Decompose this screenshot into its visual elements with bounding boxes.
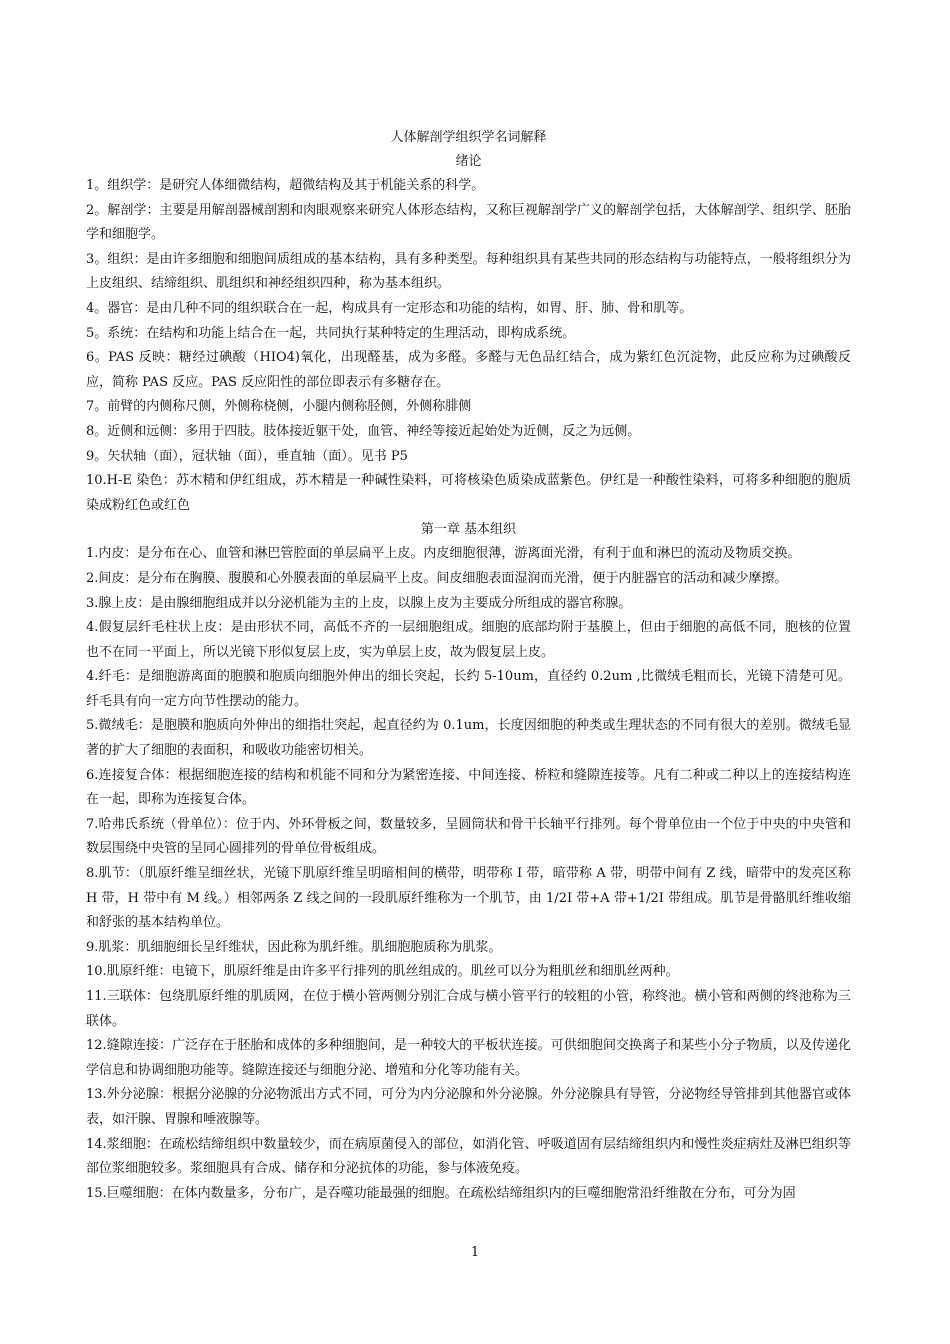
definition-entry: 8.肌节：（肌原纤维呈细丝状，光镜下肌原纤维呈明暗相间的横带，明带称 I 带，暗带称 A 带，明带中间有 Z 线，暗带中的发亮区称 H 带，H 带中有 M 线。）相邻两条 Z 线之间的一段肌原纤维称为一个肌节，由 1/2I 带+A 带+1/2I 带组成。肌节是骨骼肌纤维收缩和舒张的基本结构单位。	[86, 866, 851, 931]
definition-entry: 9.肌浆：肌细胞细长呈纤维状，因此称为肌纤维。肌细胞胞质称为肌浆。	[86, 939, 502, 955]
section-title: 绪论	[455, 154, 482, 169]
definition-entry: 4.假复层纤毛柱状上皮：是由形状不同，高低不齐的一层细胞组成。细胞的底部均附于基膜上，但由于细胞的高低不同，胞核的位置也不在同一平面上，所以光镜下形似复层上皮，实为单层上皮，故为假复层上皮。	[86, 620, 851, 660]
definition-entry: 7.哈弗氏系统（骨单位）：位于内、外环骨板之间，数量较多，呈圆筒状和骨干长轴平行排列。每个骨单位由一个位于中央的中央管和数层围绕中央管的呈同心圆排列的骨单位骨板组成。	[86, 816, 851, 857]
definition-entry: 6。PAS 反映：糖经过碘酸（HIO4)氧化，出现醛基，成为多醛。多醛与无色品红结合，成为紫红色沉淀物，此反应称为过碘酸反应，简称 PAS 反应。PAS 反应阳性的部位即表示有多糖存在。	[86, 350, 851, 390]
section-title: 第一章 基本组织	[420, 522, 517, 538]
definition-entry: 12.缝隙连接：广泛存在于胚胎和成体的多种细胞间，是一种较大的平板状连接。可供细胞间交换离子和某些小分子物质，以及传递化学信息和协调细胞功能等。缝隙连接还与细胞分泌、增殖和分化等功能有关。	[86, 1038, 851, 1078]
definition-entry: 10.肌原纤维：电镜下，肌原纤维是由许多平行排列的肌丝组成的。肌丝可以分为粗肌丝和细肌丝两种。	[86, 964, 679, 980]
definition-entry: 2。解剖学：主要是用解剖器械剖割和肉眼观察来研究人体形态结构，又称巨视解剖学广义的解剖学包括，大体解剖学、组织学、胚胎学和细胞学。	[86, 202, 851, 243]
definition-entry: 2.间皮：是分布在胸膜、腹膜和心外膜表面的单层扁平上皮。间皮细胞表面湿润而光滑，便于内脏器官的活动和减少摩擦。	[86, 570, 788, 586]
section-introduction	[86, 150, 851, 518]
definition-entry: 7。前臂的内侧称尺侧，外侧称桡侧，小腿内侧称胫侧，外侧称腓侧	[86, 399, 472, 415]
definition-entry: 10.H-E 染色：苏木精和伊红组成，苏木精是一种碱性染料，可将核染色质染成蓝紫色。伊红是一种酸性染料，可将多种细胞的胞质染成粉红色或红色	[86, 473, 851, 513]
section-basic-tissues	[86, 518, 851, 1206]
definition-entry: 5.微绒毛：是胞膜和胞质向外伸出的细指壮突起，起直径约为 0.1um，长度因细胞的种类或生理状态的不同有很大的差别。微绒毛显著的扩大了细胞的表面积，和吸收功能密切相关。	[86, 718, 851, 759]
definition-entry: 13.外分泌腺：根据分泌腺的分泌物派出方式不同，可分为内分泌腺和外分泌腺。外分泌腺具有导管，分泌物经导管排到其他器官或体表，如汗腺、胃腺和唾液腺等。	[86, 1087, 851, 1127]
definition-entry: 3。组织：是由许多细胞和细胞间质组成的基本结构，具有多种类型。每种组织具有某些共同的形态结构与功能特点，一般将组织分为上皮组织、结缔组织、肌组织和神经组织四种，称为基本组织。	[86, 251, 851, 292]
definition-entry: 8。近侧和远侧：多用于四肢。肢体接近躯干处，血管、神经等接近起始处为近侧，反之为远侧。	[86, 423, 641, 439]
definition-entry: 15.巨噬细胞：在体内数量多，分布广，是吞噬功能最强的细胞。在疏松结缔组织内的巨噬细胞常沿纤维散在分布，可分为固	[86, 1185, 796, 1201]
definition-entry: 4。器官：是由几种不同的组织联合在一起，构成具有一定形态和功能的结构，如胃、肝、肺、骨和肌等。	[86, 300, 693, 316]
definition-entry: 1.内皮：是分布在心、血管和淋巴管腔面的单层扁平上皮。内皮细胞很薄，游离面光滑，有利于血和淋巴的流动及物质交换。	[86, 546, 801, 562]
page-number: 1	[470, 1245, 480, 1260]
definition-entry: 3.腺上皮：是由腺细胞组成并以分泌机能为主的上皮，以腺上皮为主要成分所组成的器官称腺。	[86, 595, 632, 611]
document-title: 人体解剖学组织学名词解释	[390, 130, 547, 145]
definition-entry: 6.连接复合体：根据细胞连接的结构和机能不同和分为紧密连接、中间连接、桥粒和缝隙连接等。凡有二种或二种以上的连接结构连在一起，即称为连接复合体。	[86, 767, 851, 808]
definition-entry: 14.浆细胞：在疏松结缔组织中数量较少，而在病原菌侵入的部位，如消化管、呼吸道固有层结缔组织内和慢性炎症病灶及淋巴组织等部位浆细胞较多。浆细胞具有合成、储存和分泌抗体的功能，参与体液免疫。	[86, 1136, 851, 1177]
definition-entry: 4.纤毛：是细胞游离面的胞膜和胞质向细胞外伸出的细长突起，长约 5-10um，直径约 0.2um ,比微绒毛粗而长，光镜下清楚可见。纤毛具有向一定方向节性摆动的能力。	[86, 669, 851, 709]
definition-entry: 11.三联体：包绕肌原纤维的肌质网，在位于横小管两侧分别汇合成与横小管平行的较粗的小管，称终池。横小管和两侧的终池称为三联体。	[86, 989, 851, 1029]
definition-entry: 5。系统：在结构和功能上结合在一起，共同执行某种特定的生理活动，即构成系统。	[86, 325, 576, 341]
definition-entry: 1。组织学：是研究人体细微结构，超微结构及其于机能关系的科学。	[86, 178, 485, 193]
definition-entry: 9。矢状轴（面），冠状轴（面），垂直轴（面）。见书 P5	[86, 448, 408, 464]
document-page	[86, 126, 851, 1206]
